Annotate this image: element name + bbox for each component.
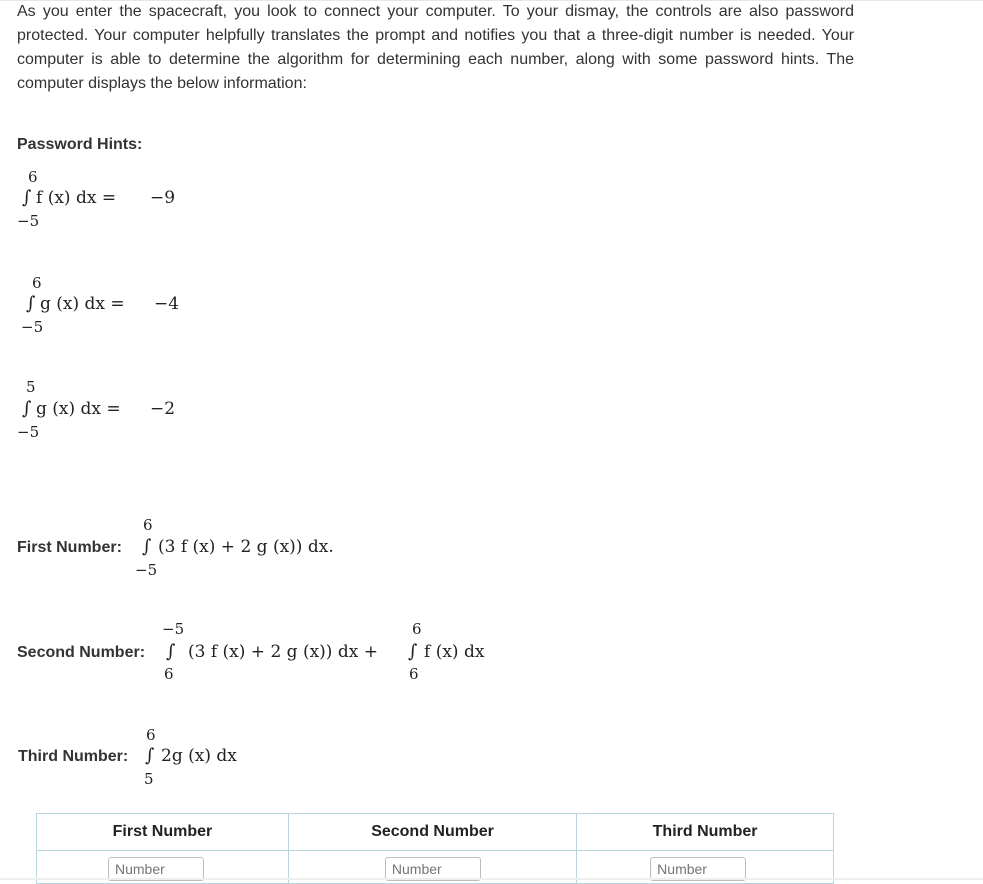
third-number-label: Third Number: [18,748,129,765]
hint-2-upper: 6 [32,274,42,292]
header-third-number: Third Number [577,814,834,851]
third-number-expr: 2g (x) dx [161,746,237,766]
second-number-upper-2: 6 [412,620,422,638]
hint-2-lower: −5 [21,318,44,336]
answer-table-header [37,814,834,851]
integral-sign-icon: ∫ [22,398,32,419]
first-number-label: First Number: [17,539,122,556]
intro-paragraph: As you enter the spacecraft, you look to connect your computer. To your dismay, the controls are also password protected. Your computer helpfully translates the prompt and notifies you that a three-digit number is needed. Your computer is able to determine the algorithm for determining each number, along with some password hints. The computer displays the below information: [17,3,854,92]
integral-sign-icon: ∫ [166,641,176,662]
hint-2-value: −4 [154,294,180,314]
second-number-lower-1: 6 [164,665,174,683]
hint-1-upper: 6 [28,168,38,186]
hint-3-integrand: g (x) dx = [36,399,121,419]
integral-sign-icon: ∫ [22,187,32,208]
hint-1-integrand: f (x) dx = [36,188,117,208]
header-second-number: Second Number [288,814,576,851]
hint-3-value: −2 [150,399,176,419]
hint-1-lower: −5 [17,212,40,230]
hints-title: Password Hints: [17,136,143,153]
hint-2-integrand: g (x) dx = [40,294,125,314]
answer-table [36,813,834,884]
third-number-upper: 6 [146,726,156,744]
header-first-number: First Number [37,814,289,851]
hint-3-lower: −5 [17,423,40,441]
third-number-lower: 5 [144,770,154,788]
first-number-expr: (3 f (x) + 2 g (x)) dx. [158,537,334,557]
integral-sign-icon: ∫ [145,745,155,766]
second-number-upper-1: −5 [162,620,185,638]
hint-1-value: −9 [150,188,176,208]
second-number-expr-2: f (x) dx [424,642,485,662]
second-number-lower-2: 6 [409,665,419,683]
integral-sign-icon: ∫ [408,641,418,662]
integral-sign-icon: ∫ [142,536,152,557]
integral-sign-icon: ∫ [26,293,36,314]
second-number-expr-1: (3 f (x) + 2 g (x)) dx + [188,642,378,662]
hint-3-upper: 5 [26,378,36,396]
first-number-upper: 6 [143,516,153,534]
second-number-label: Second Number: [17,644,146,661]
first-number-lower: −5 [135,561,158,579]
